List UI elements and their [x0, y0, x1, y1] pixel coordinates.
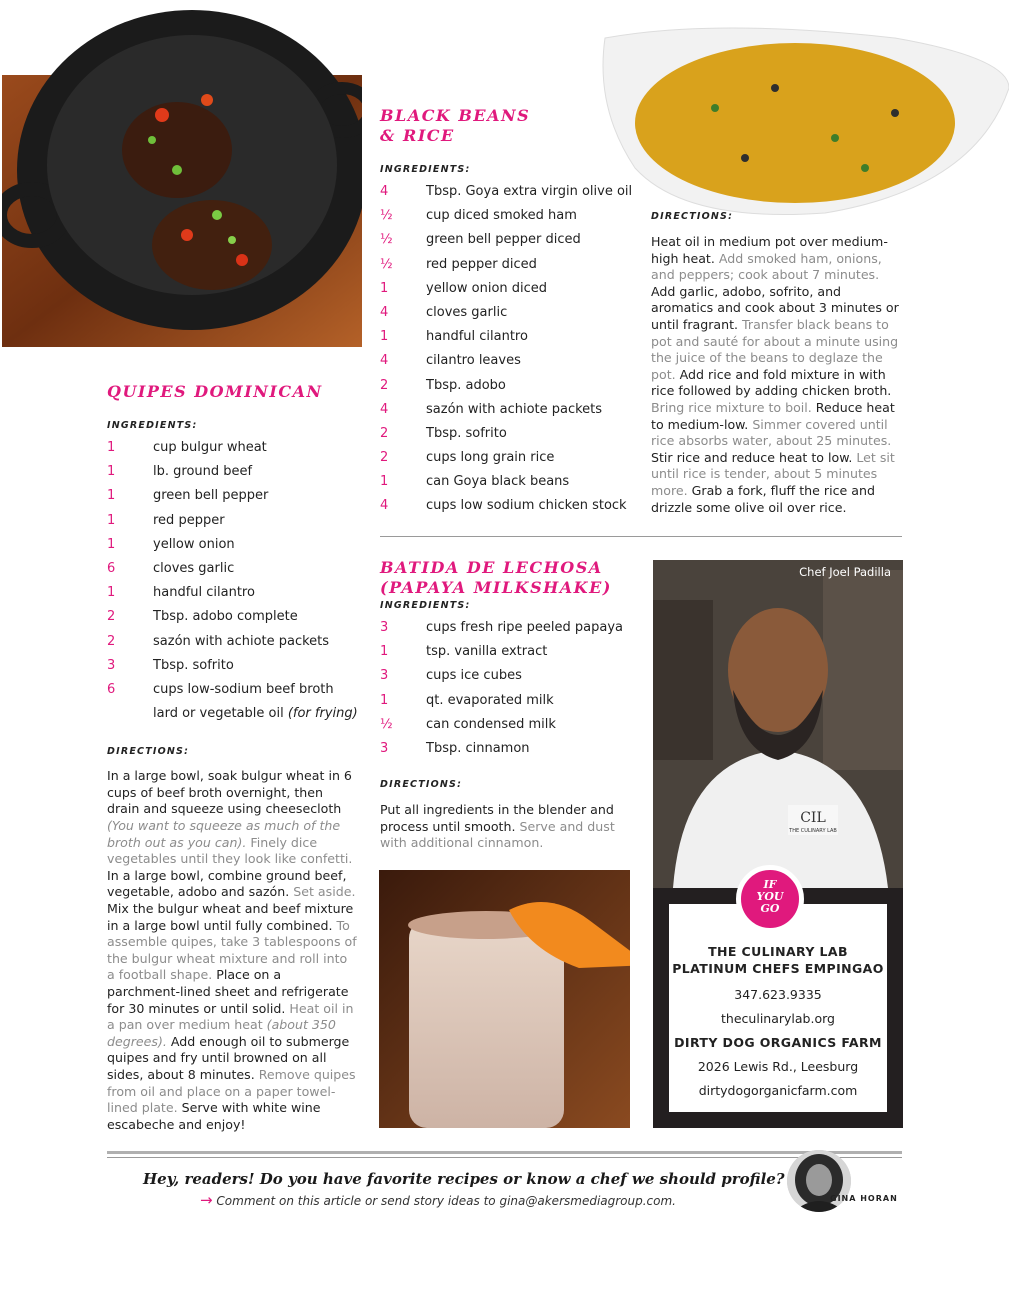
quipes-ingredients-list [107, 436, 357, 726]
ingredient-row [380, 640, 640, 664]
ingredient-text [153, 581, 255, 605]
ingredient-qty: 1 [107, 464, 116, 480]
direction-segment: Add rice and fold mixture in with rice followed by adding chicken broth. [651, 366, 892, 399]
quipes-recipe [107, 382, 357, 1133]
ingredient-qty: 4 [380, 184, 389, 199]
batida-ingredients-list [380, 616, 640, 761]
direction-segment: Heat oil in a pan over medium heat [107, 1000, 354, 1033]
ingredient-item: red pepper diced [426, 256, 537, 272]
ingredient-item: handful cilantro [153, 585, 255, 601]
ingredient-qty: ½ [380, 232, 393, 248]
beans-directions [651, 211, 903, 516]
ingredient-item: yellow onion diced [426, 280, 548, 296]
direction-segment: In a large bowl, combine ground beef, vegetable, adobo and sazón. [107, 867, 347, 900]
ingredient-qty: 1 [107, 440, 116, 455]
ingredient-text [153, 460, 252, 484]
ingredient-text [426, 398, 602, 422]
beans-title [380, 106, 640, 146]
ingredient-row [380, 470, 640, 494]
direction-segment: Simmer covered until rice absorbs water, about 25 minutes. [651, 416, 892, 449]
direction-segment: Put all ingredients in the blender and process until smooth. [380, 802, 614, 834]
venue2-address: 2026 Lewis Rd., Leesburg [697, 1059, 859, 1074]
ingredient-item: Tbsp. adobo complete [153, 609, 298, 625]
ingredient-row [380, 204, 640, 228]
ingredient-row [380, 374, 640, 398]
ingredient-item: handful cilantro [426, 329, 528, 345]
ingredient-row [380, 664, 640, 688]
ingredient-qty: 1 [107, 585, 116, 601]
ingredient-text [426, 253, 537, 277]
ingredient-item: sazón with achiote packets [153, 633, 330, 649]
ingredient-qty: 3 [380, 668, 389, 684]
ingredient-row [380, 446, 640, 470]
ingredient-row [107, 702, 357, 726]
ingredient-text [426, 325, 528, 349]
direction-segment: Transfer black beans to pot and sauté for about a minute using the juice of the beans to deglaze the pot. [651, 316, 899, 382]
ingredient-qty: ½ [380, 256, 393, 272]
ingredient-qty: 1 [380, 474, 389, 490]
ingredient-qty: 4 [380, 353, 389, 369]
footer-headline: Hey, readers! Do you have favorite recipes or know a chef we should profile? [143, 1170, 785, 1188]
milkshake-photo [379, 870, 630, 1128]
direction-segment: Add garlic, adobo, sofrito, and aromatics and cook about 3 minutes or until fragrant. [651, 283, 899, 332]
direction-segment: Bring rice mixture to boil. [651, 399, 812, 415]
ingredient-text [153, 557, 234, 581]
direction-segment: Remove quipes from oil and place on a paper towel-lined plate. [107, 1066, 356, 1116]
if-you-go-content [669, 904, 887, 1112]
ingredient-item: Tbsp. Goya extra virgin olive oil [426, 184, 633, 199]
beans-title-line2: & RICE [380, 126, 455, 145]
batida-recipe [380, 558, 640, 852]
batida-directions-text [380, 802, 630, 852]
venue2-website[interactable]: dirtydogorganicfarm.com [698, 1083, 858, 1098]
ingredient-item: qt. evaporated milk [426, 692, 554, 708]
ingredient-row [380, 737, 640, 761]
ingredient-item: cups fresh ripe peeled papaya [426, 620, 623, 635]
ingredient-row [380, 713, 640, 737]
ingredient-qty: 1 [380, 644, 389, 660]
direction-segment: Let sit until rice is tender, about 5 minutes more. [651, 449, 895, 498]
chef-caption: Chef Joel Padilla [799, 565, 891, 579]
ingredient-row [380, 277, 640, 301]
ingredient-item: cloves garlic [153, 560, 235, 576]
ingredient-qty: ½ [380, 716, 393, 732]
footer-subline: Comment on this article or send story ideas to gina@akersmediagroup.com. [216, 1194, 676, 1208]
ingredient-text [153, 630, 329, 654]
ingredient-row [107, 678, 357, 702]
ingredient-qty: 3 [107, 657, 116, 673]
ingredient-row [107, 436, 357, 460]
ingredient-row [107, 581, 357, 605]
direction-segment: Serve and dust with additional cinnamon. [380, 818, 615, 851]
ingredient-row [107, 509, 357, 533]
batida-title-line2: (PAPAYA MILKSHAKE) [380, 578, 612, 597]
ingredient-item: Tbsp. adobo [426, 377, 506, 393]
ingredient-text [153, 484, 268, 508]
ingredient-item: lard or vegetable oil [153, 706, 284, 722]
direction-segment: (about 350 degrees). [107, 1017, 336, 1049]
ingredient-item: cilantro leaves [426, 353, 521, 369]
ingredient-row [107, 533, 357, 557]
ingredient-row [380, 689, 640, 713]
batida-ingredients-label: INGREDIENTS: [380, 600, 471, 611]
ingredient-note: (for frying) [287, 706, 358, 722]
ingredient-qty: 6 [107, 681, 116, 697]
ingredient-qty: 2 [107, 609, 116, 625]
direction-segment: Grab a fork, fluff the rice and drizzle some olive oil over rice. [651, 482, 875, 515]
direction-segment: Heat oil in medium pot over medium-high heat. [651, 234, 888, 266]
ingredient-text [426, 494, 627, 518]
ingredient-text [153, 702, 358, 726]
ingredient-qty: 3 [380, 620, 389, 635]
ingredient-text [426, 374, 506, 398]
ingredient-qty: ½ [380, 208, 393, 224]
ingredient-text [426, 616, 623, 640]
ingredient-row [380, 180, 640, 204]
quipes-photo [2, 0, 362, 347]
direction-segment: Stir rice and reduce heat to low. [651, 449, 853, 465]
ingredient-text [426, 301, 507, 325]
ingredient-row [380, 349, 640, 373]
badge-line-3: GO [760, 902, 780, 915]
chef-photo-art [653, 560, 903, 888]
ingredient-row [107, 460, 357, 484]
ingredient-qty: 2 [380, 450, 389, 466]
ingredient-qty: 2 [380, 425, 389, 441]
ingredient-qty: 1 [380, 280, 389, 296]
batida-title-line1: BATIDA DE LECHOSA [380, 558, 603, 577]
ingredient-item: lb. ground beef [153, 464, 253, 480]
ingredient-qty: 4 [380, 401, 389, 417]
beans-title-line1: BLACK BEANS [380, 106, 531, 125]
ingredient-item: cup bulgur wheat [153, 440, 267, 455]
ingredient-row [107, 484, 357, 508]
jacket-logo: CIL [800, 810, 826, 826]
rice-photo [595, 18, 1009, 218]
ingredient-row [380, 325, 640, 349]
ingredient-item: sazón with achiote packets [426, 401, 603, 417]
direction-segment: Place on a parchment-lined sheet and refrigerate for 30 minutes or until solid. [107, 967, 349, 1016]
beans-ingredients-list [380, 180, 640, 519]
ingredient-qty: 2 [380, 377, 389, 393]
milkshake-photo-art [379, 870, 630, 1128]
ingredient-qty: 4 [380, 304, 389, 320]
footer-rule-2 [107, 1157, 902, 1158]
ingredient-text [426, 204, 577, 228]
ingredient-text [153, 533, 235, 557]
beans-recipe [380, 106, 640, 519]
section-divider [380, 536, 902, 537]
direction-segment: (You want to squeeze as much of the broth out as you can). [107, 818, 341, 850]
arrow-icon: → [200, 1191, 213, 1209]
footer-rule-1 [107, 1151, 902, 1154]
venue1-name-line2: PLATINUM CHEFS EMPINGAO [672, 961, 884, 976]
ingredient-text [426, 737, 530, 761]
quipes-ingredients-label: INGREDIENTS: [107, 420, 198, 431]
quipes-photo-art [2, 0, 362, 347]
ingredient-row [380, 301, 640, 325]
ingredient-row [107, 605, 357, 629]
ingredient-text [426, 228, 581, 252]
ingredient-item: cups low-sodium beef broth [153, 681, 334, 697]
ingredient-text [153, 436, 267, 460]
ingredient-item: yellow onion [153, 536, 235, 552]
direction-segment: Mix the bulgur wheat and beef mixture in a large bowl until fully combined. [107, 901, 354, 933]
ingredient-qty: 2 [107, 633, 116, 649]
ingredient-row [380, 228, 640, 252]
chef-photo [653, 560, 903, 888]
quipes-directions-text [107, 768, 357, 1133]
ingredient-row [107, 630, 357, 654]
ingredient-item: cups long grain rice [426, 450, 555, 466]
ingredient-item: Tbsp. cinnamon [426, 740, 530, 756]
ingredient-text [426, 277, 547, 301]
venue2-name: DIRTY DOG ORGANICS FARM [674, 1035, 882, 1050]
ingredient-item: green bell pepper [153, 488, 269, 504]
ingredient-qty: 1 [107, 512, 116, 528]
ingredient-qty: 3 [380, 740, 389, 756]
ingredient-item: can condensed milk [426, 716, 556, 732]
beans-ingredients-label: INGREDIENTS: [380, 164, 471, 175]
direction-segment: Set aside. [289, 884, 356, 900]
if-you-go-badge [736, 865, 804, 933]
ingredient-row [380, 398, 640, 422]
direction-segment: Serve with white wine escabeche and enjoy! [107, 1100, 321, 1132]
beans-directions-label: DIRECTIONS: [651, 211, 734, 222]
ingredient-text [153, 678, 334, 702]
ingredient-text [426, 446, 554, 470]
quipes-directions-label: DIRECTIONS: [107, 746, 190, 758]
ingredient-text [426, 713, 556, 737]
footer-subline-row [200, 1191, 676, 1209]
ingredient-item: Tbsp. sofrito [153, 657, 234, 673]
ingredient-item: Tbsp. sofrito [426, 425, 507, 441]
ingredient-text [153, 509, 225, 533]
ingredient-item: green bell pepper diced [426, 232, 581, 248]
batida-title [380, 558, 640, 598]
ingredient-item: can Goya black beans [426, 474, 570, 490]
quipes-title: QUIPES DOMINICAN [107, 382, 323, 401]
ingredient-text [153, 605, 298, 629]
batida-directions-label: DIRECTIONS: [380, 779, 463, 791]
beans-directions-text [651, 234, 903, 516]
author-name: GINA HORAN [830, 1194, 898, 1203]
direction-segment: In a large bowl, soak bulgur wheat in 6 cups of beef broth overnight, then drain and squeeze using cheesecloth [107, 768, 352, 817]
direction-segment: Add smoked ham, onions, and peppers; cook about 7 minutes. [651, 250, 882, 283]
ingredient-qty: 6 [107, 560, 116, 576]
ingredient-qty: 4 [380, 498, 389, 514]
badge-line-2: YOU [756, 890, 784, 903]
venue1-website[interactable]: theculinarylab.org [721, 1011, 835, 1026]
rice-photo-art [595, 18, 1009, 218]
ingredient-text [426, 180, 632, 204]
ingredient-text [153, 654, 234, 678]
ingredient-row [107, 654, 357, 678]
ingredient-text [426, 664, 522, 688]
ingredient-item: cloves garlic [426, 304, 508, 320]
jacket-text: THE CULINARY LAB [789, 828, 837, 834]
ingredient-row [107, 557, 357, 581]
ingredient-text [426, 640, 547, 664]
direction-segment: Finely dice vegetables until they look like confetti. [107, 834, 353, 867]
direction-segment: To assemble quipes, take 3 tablespoons of the bulgur wheat mixture and roll into a football shape. [107, 917, 357, 983]
ingredient-row [380, 616, 640, 640]
ingredient-text [426, 470, 569, 494]
direction-segment: Reduce heat to medium-low. [651, 399, 895, 432]
ingredient-row [380, 422, 640, 446]
ingredient-item: tsp. vanilla extract [426, 644, 548, 660]
ingredient-qty: 1 [107, 536, 116, 552]
ingredient-qty: 1 [107, 488, 116, 504]
ingredient-qty: 1 [380, 692, 389, 708]
ingredient-item: cup diced smoked ham [426, 208, 577, 224]
ingredient-text [426, 349, 521, 373]
venue1-phone: 347.623.9335 [734, 987, 822, 1002]
venue1-name-line1: THE CULINARY LAB [708, 944, 848, 959]
ingredient-qty: 1 [380, 329, 389, 345]
ingredient-row [380, 494, 640, 518]
ingredient-item: cups low sodium chicken stock [426, 498, 627, 514]
ingredient-item: cups ice cubes [426, 668, 522, 684]
badge-line-1: IF [763, 878, 777, 891]
ingredient-item: red pepper [153, 512, 225, 528]
ingredient-text [426, 689, 554, 713]
ingredient-text [426, 422, 507, 446]
direction-segment: Add enough oil to submerge quipes and fry until browned on all sides, about 8 minutes. [107, 1033, 350, 1082]
ingredient-row [380, 253, 640, 277]
